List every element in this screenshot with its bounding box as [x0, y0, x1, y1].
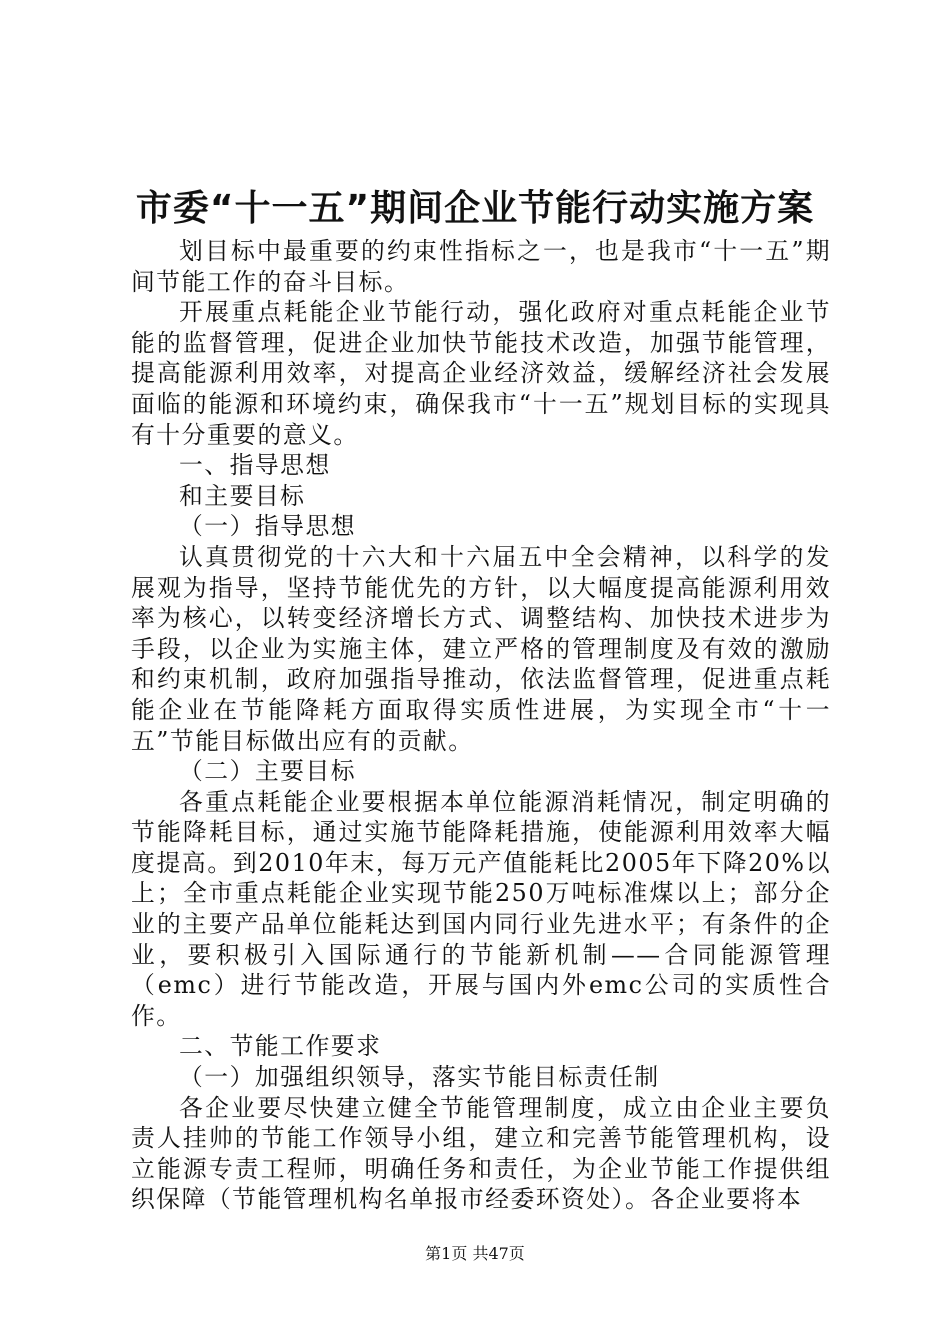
- section-heading-guiding-ideology: 一、指导思想: [179, 451, 331, 480]
- document-body: [131, 236, 831, 1215]
- document-title: 市委“十一五”期间企业节能行动实施方案: [135, 188, 815, 229]
- paragraph-main-goals: 各重点耗能企业要根据本单位能源消耗情况，制定明确的节能降耗目标，通过实施节能降耗措施，使能源利用效率大幅度提高。到2010年末，每万元产值能耗比2005年下降20%以上；全市重点耗能企业实现节能250万吨标准煤以上；部分企业的主要产品单位能耗达到国内同行业先进水平；有条件的企业，要积极引入国际通行的节能新机制——合同能源管理（emc）进行节能改造，开展与国内外emc公司的实质性合作。: [131, 787, 831, 1030]
- section-heading-work-requirements: 二、节能工作要求: [179, 1032, 382, 1061]
- page-number-footer: 第1页 共47页: [425, 1244, 525, 1263]
- paragraph-organization: 各企业要尽快建立健全节能管理制度，成立由企业主要负责人挂帅的节能工作领导小组，建立和完善节能管理机构，设立能源专责工程师，明确任务和责任，为企业节能工作提供组织保障（节能管理机构名单报市经委环资处）。各企业要将本: [131, 1093, 831, 1214]
- subsection-heading-organization: （一）加强组织领导，落实节能目标责任制: [179, 1063, 660, 1092]
- subsection-heading-guiding-ideology: （一）指导思想: [179, 512, 357, 541]
- section-heading-main-goals: 和主要目标: [179, 481, 306, 510]
- paragraph-intro-continued: 划目标中最重要的约束性指标之一，也是我市“十一五”期间节能工作的奋斗目标。: [131, 237, 831, 296]
- paragraph-guiding-ideology: 认真贯彻党的十六大和十六届五中全会精神，以科学的发展观为指导，坚持节能优先的方针，以大幅度提高能源利用效率为核心，以转变经济增长方式、调整结构、加快技术进步为手段，以企业为实施主体，建立严格的管理制度及有效的激励和约束机制，政府加强指导推动，依法监督管理，促进重点耗能企业在节能降耗方面取得实质性进展，为实现全市“十一五”节能目标做出应有的贡献。: [131, 542, 831, 755]
- subsection-heading-main-goals: （二）主要目标: [179, 757, 357, 786]
- paragraph-significance: 开展重点耗能企业节能行动，强化政府对重点耗能企业节能的监督管理，促进企业加快节能技术改造，加强节能管理，提高能源利用效率，对提高企业经济效益，缓解经济社会发展面临的能源和环境约束，确保我市“十一五”规划目标的实现具有十分重要的意义。: [131, 298, 831, 449]
